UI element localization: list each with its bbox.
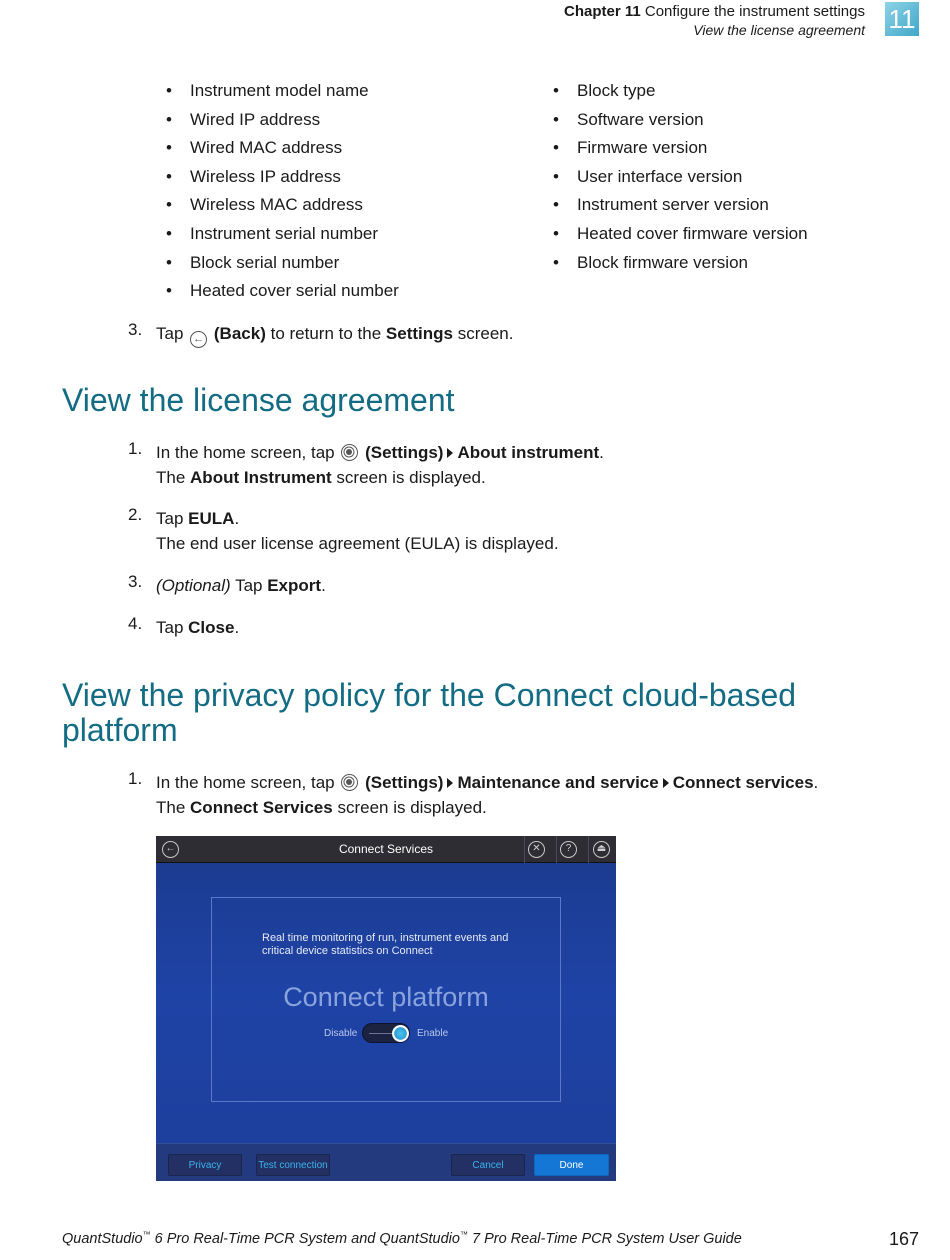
step-text <box>156 506 559 556</box>
list-item: • Wired MAC address <box>166 134 399 163</box>
export-label: Export <box>267 576 322 595</box>
step-text <box>156 321 513 348</box>
list-item: • Block serial number <box>166 249 399 278</box>
heading-line: platform <box>62 712 178 748</box>
divider <box>588 836 589 863</box>
section-title: View the license agreement <box>693 22 865 38</box>
text: screen. <box>457 324 514 343</box>
connect-platform-title: Connect platform <box>283 982 489 1012</box>
settings-label: (Settings) <box>365 443 444 462</box>
test-connection-button[interactable]: Test connection <box>256 1154 330 1176</box>
privacy-heading <box>62 678 796 748</box>
step-text <box>156 770 818 820</box>
trademark: ™ <box>459 1230 468 1239</box>
connect-services-label: Connect services <box>672 773 814 792</box>
text: 7 Pro Real-Time PCR System User Guide <box>467 1231 742 1247</box>
trademark: ™ <box>142 1230 151 1239</box>
back-icon[interactable]: ← <box>162 841 179 858</box>
list-item: • User interface version <box>553 163 808 192</box>
cancel-button[interactable]: Cancel <box>451 1154 525 1176</box>
text: . <box>234 509 240 528</box>
text: The end user license agreement (EULA) is displayed. <box>156 534 559 553</box>
step-number: 1. <box>128 439 143 458</box>
running-header <box>564 2 865 40</box>
device-screen-title: Connect Services <box>338 842 434 856</box>
list-item: • Wireless IP address <box>166 163 399 192</box>
text: Tap <box>235 576 263 595</box>
done-button[interactable]: Done <box>534 1154 609 1176</box>
screen-name: Connect Services <box>190 798 333 817</box>
text: screen is displayed. <box>337 798 487 817</box>
connect-toggle[interactable] <box>362 1023 410 1043</box>
list-item: • Instrument server version <box>553 191 808 220</box>
list-item: • Heated cover serial number <box>166 277 399 306</box>
settings-gear-icon <box>341 774 358 791</box>
step-number: 4. <box>128 614 143 633</box>
chapter-heading <box>564 2 865 21</box>
back-icon: ← <box>190 331 207 348</box>
step-number: 3. <box>128 320 143 339</box>
menu-arrow-icon <box>663 778 669 788</box>
text: The <box>156 798 186 817</box>
step-number: 3. <box>128 572 143 591</box>
chapter-number-badge: 11 <box>885 2 919 36</box>
step-text <box>156 440 604 490</box>
list-item: • Software version <box>553 106 808 135</box>
text: QuantStudio <box>62 1231 143 1247</box>
step-text <box>156 573 326 598</box>
device-title-bar <box>156 836 616 863</box>
list-item: • Wired IP address <box>166 106 399 135</box>
list-item: • Heated cover firmware version <box>553 220 808 249</box>
back-label: (Back) <box>213 324 266 343</box>
about-label: About instrument <box>457 443 600 462</box>
eula-label: EULA <box>188 509 235 528</box>
connect-panel <box>211 897 561 1102</box>
close-label: Close <box>188 618 235 637</box>
divider <box>524 836 525 863</box>
text: to return to the <box>270 324 382 343</box>
text: In the home screen, tap <box>156 443 335 462</box>
step-number: 1. <box>128 769 143 788</box>
step-number: 2. <box>128 505 143 524</box>
text: Tap <box>156 509 184 528</box>
privacy-button[interactable]: Privacy <box>168 1154 242 1176</box>
text: . <box>813 773 819 792</box>
text: 6 Pro Real-Time PCR System and QuantStudio <box>150 1231 460 1247</box>
enable-label: Enable <box>417 1028 449 1039</box>
help-icon[interactable]: ? <box>560 841 577 858</box>
text: In the home screen, tap <box>156 773 335 792</box>
info-list-left <box>166 77 399 306</box>
text: . <box>599 443 604 462</box>
list-item: • Instrument serial number <box>166 220 399 249</box>
menu-arrow-icon <box>447 778 453 788</box>
description-line: Real time monitoring of run, instrument events and <box>262 932 509 944</box>
menu-arrow-icon <box>447 448 453 458</box>
optional-label: (Optional) <box>156 576 231 595</box>
microphone-muted-icon[interactable]: ✕ <box>528 841 545 858</box>
connect-services-screenshot <box>156 836 616 1181</box>
text: screen is displayed. <box>336 468 486 487</box>
text: Tap <box>156 324 184 343</box>
list-item: • Instrument model name <box>166 77 399 106</box>
list-item: • Firmware version <box>553 134 808 163</box>
list-item: • Wireless MAC address <box>166 191 399 220</box>
text: Tap <box>156 618 184 637</box>
device-button-bar <box>156 1143 616 1181</box>
document-footer <box>62 1230 742 1247</box>
license-heading: View the license agreement <box>62 382 455 418</box>
screen-name: About Instrument <box>190 468 332 487</box>
chapter-label: Chapter 11 <box>564 3 641 20</box>
settings-gear-icon <box>341 444 358 461</box>
text: The <box>156 468 186 487</box>
settings-label: Settings <box>385 324 453 343</box>
settings-label: (Settings) <box>365 773 444 792</box>
heading-line: View the privacy policy for the Connect cloud-based <box>62 677 797 713</box>
toggle-knob[interactable] <box>392 1025 409 1042</box>
text: . <box>321 576 326 595</box>
disable-label: Disable <box>324 1028 358 1039</box>
info-list-right <box>553 77 808 277</box>
description-line: critical device statistics on Connect <box>262 945 433 957</box>
list-item: • Block firmware version <box>553 249 808 278</box>
divider <box>556 836 557 863</box>
eject-icon[interactable]: ⏏ <box>593 841 610 858</box>
connect-description <box>262 932 522 958</box>
list-item: • Block type <box>553 77 808 106</box>
page-number: 167 <box>888 1229 919 1249</box>
text: . <box>234 618 240 637</box>
chapter-title: Configure the instrument settings <box>644 3 865 20</box>
step-text <box>156 615 239 640</box>
maintenance-label: Maintenance and service <box>457 773 659 792</box>
